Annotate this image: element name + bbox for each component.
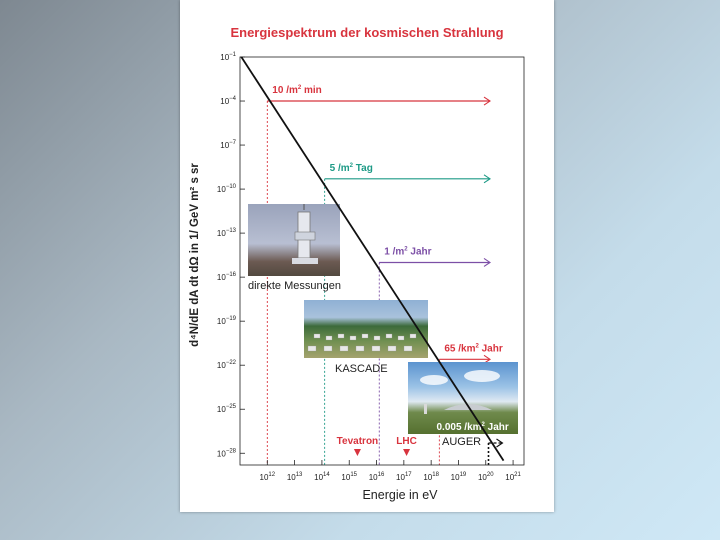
flux-label: 5 $/m^2$ Tag [329, 162, 373, 174]
x-tick-label: $10^{13}$ [286, 472, 303, 482]
spectrum-curve [241, 57, 503, 461]
flux-label: 1 $/m^2$ Jahr [384, 246, 432, 258]
y-tick-label: $10^{-16}$ [216, 272, 236, 283]
x-tick-label: $10^{20}$ [477, 472, 494, 482]
photo-caption-auger: AUGER [442, 436, 482, 448]
chart-title: Energiespektrum der kosmischen Strahlung [230, 25, 504, 40]
y-tick-label: $10^{-10}$ [216, 184, 236, 195]
x-tick-label: $10^{16}$ [368, 472, 385, 482]
y-tick-label: $10^{-7}$ [220, 140, 236, 151]
accelerator-label: LHC [396, 436, 417, 447]
y-tick-label: $10^{-22}$ [216, 360, 236, 371]
photo-caption-kascade: KASCADE [335, 363, 388, 375]
accelerator-label: Tevatron [336, 436, 379, 447]
x-tick-label: $10^{18}$ [423, 472, 439, 482]
y-tick-label: $10^{-19}$ [216, 316, 236, 327]
x-tick-label: $10^{17}$ [396, 472, 412, 482]
y-tick-label: $10^{-1}$ [220, 52, 236, 62]
x-tick-label: $10^{19}$ [450, 472, 467, 482]
y-tick-label: $10^{-4}$ [220, 96, 236, 107]
photo-caption-direct: direkte Messungen [248, 280, 341, 292]
y-tick-label: $10^{-25}$ [216, 404, 236, 415]
flux-label: 10 $/m^2$ min [272, 85, 322, 97]
x-tick-label: $10^{15}$ [341, 472, 358, 482]
x-tick-label: $10^{14}$ [314, 472, 330, 482]
x-tick-label: $10^{12}$ [259, 472, 276, 482]
figure-panel [180, 0, 554, 512]
y-tick-label: $10^{-13}$ [216, 228, 236, 239]
x-tick-label: $10^{21}$ [505, 472, 521, 482]
flux-label: 65 $/km^2$ Jahr [444, 343, 503, 355]
x-axis-label: Energie in eV [362, 488, 438, 502]
flux-label: 0.005 $/km^2$ Jahr [436, 421, 509, 433]
y-tick-label: $10^{-28}$ [216, 448, 236, 459]
y-axis-label: d⁴N/dE dA dt dΩ in 1/ GeV m² s sr [189, 163, 201, 347]
spectrum-overlay [180, 0, 554, 512]
